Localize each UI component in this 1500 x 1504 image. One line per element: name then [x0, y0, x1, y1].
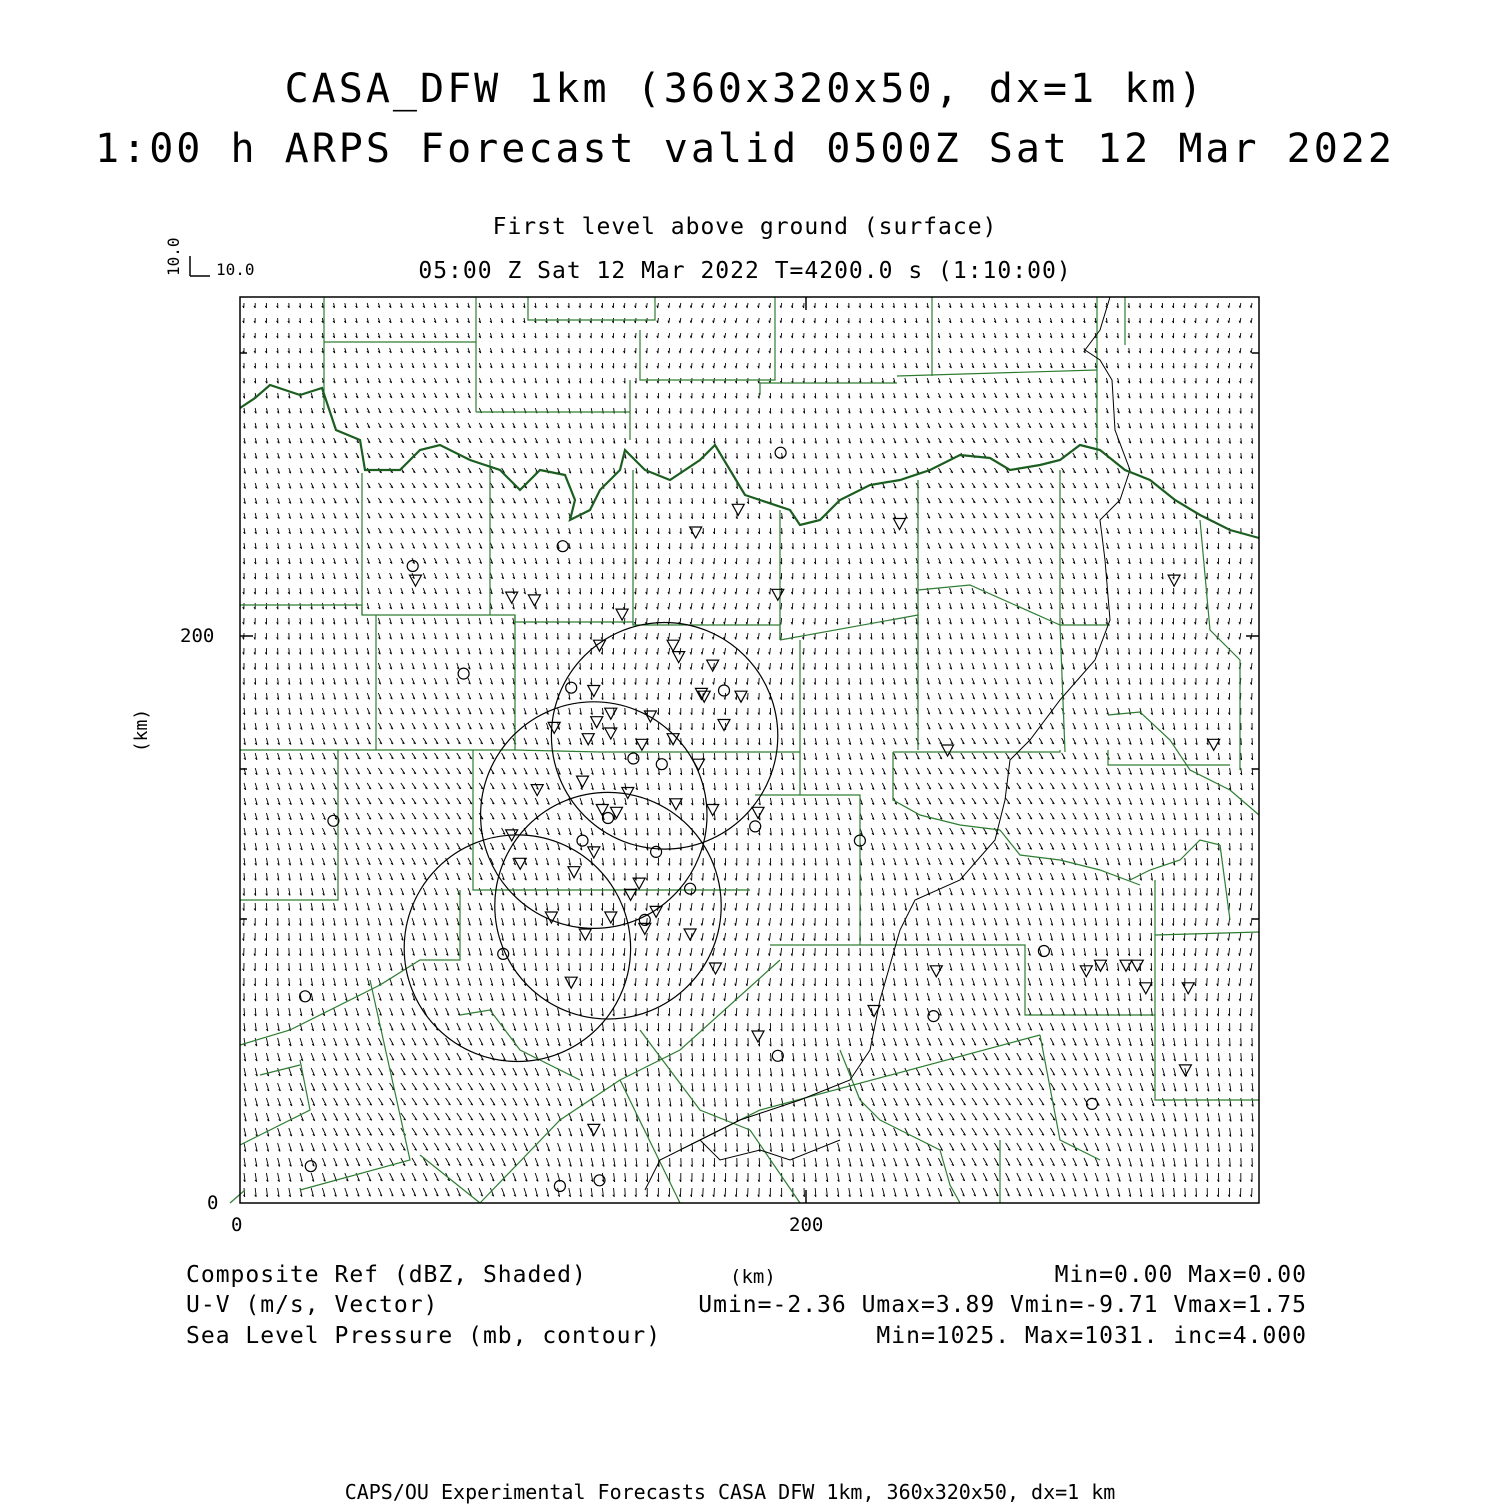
station-triangle [752, 807, 764, 818]
county-line [260, 1065, 300, 1075]
county-line [640, 297, 775, 380]
county-line [240, 750, 338, 900]
station-circle [458, 668, 469, 679]
county-line [897, 370, 1097, 376]
station-triangle [707, 660, 719, 671]
station-circle [554, 1181, 565, 1192]
county-line [528, 297, 655, 320]
legend-field-2-stats: Umin=-2.36 Umax=3.89 Vmin=-9.71 Vmax=1.75 [698, 1292, 1307, 1318]
county-line [1040, 1035, 1100, 1160]
station-circle [750, 821, 761, 832]
station-triangle [1120, 960, 1132, 971]
station-triangle [611, 807, 623, 818]
station-triangle [633, 878, 645, 889]
county-line [1000, 830, 1140, 885]
station-triangle [710, 963, 722, 974]
station-triangle [588, 686, 600, 697]
vector-reference-x-label: 10.0 [216, 260, 255, 279]
station-triangle [605, 912, 617, 923]
x-tick-200: 200 [789, 1214, 824, 1236]
county-line [240, 890, 460, 1045]
station-circle [566, 682, 577, 693]
county-line [893, 750, 1060, 752]
title-line-2: 1:00 h ARPS Forecast valid 0500Z Sat 12 Mar 2022 [95, 126, 1395, 172]
station-triangle [1208, 739, 1220, 750]
station-circle [328, 815, 339, 826]
radar-range-ring [495, 792, 721, 1019]
station-circle [928, 1011, 939, 1022]
x-tick-0: 0 [231, 1214, 243, 1236]
red-river-border [240, 385, 1259, 538]
river [645, 297, 1130, 1190]
county-line [640, 1030, 750, 1130]
county-line [1108, 750, 1230, 765]
station-circle [305, 1161, 316, 1172]
station-triangle [625, 889, 637, 900]
station-triangle [894, 519, 906, 530]
legend-field-3: Sea Level Pressure (mb, contour) [186, 1323, 662, 1349]
station-triangle [577, 776, 589, 787]
county-line [1155, 880, 1259, 1100]
county-line [1130, 840, 1220, 880]
y-axis-label: (km) [131, 708, 153, 753]
station-triangle [752, 1031, 764, 1042]
level-label: First level above ground (surface) [492, 214, 998, 240]
station-triangle [930, 966, 942, 977]
county-line [300, 980, 410, 1190]
station-triangle [670, 799, 682, 810]
county-line [750, 1130, 800, 1203]
station-circle [1087, 1098, 1098, 1109]
station-triangle [942, 745, 954, 756]
station-triangle [732, 504, 744, 515]
y-tick-200: 200 [180, 625, 215, 647]
valid-time-label: 05:00 Z Sat 12 Mar 2022 T=4200.0 s (1:10:00) [418, 258, 1072, 284]
station-triangle [591, 717, 603, 728]
station-triangle [667, 640, 679, 651]
county-line [1220, 845, 1230, 920]
vector-reference-y-label: 10.0 [164, 237, 183, 276]
station-circle [775, 447, 786, 458]
station-triangle [1131, 960, 1143, 971]
radar-range-ring [551, 623, 777, 850]
station-triangle [1080, 966, 1092, 977]
station-triangle [588, 1124, 600, 1135]
county-line [230, 1190, 245, 1203]
legend-field-3-stats: Min=1025. Max=1031. inc=4.000 [876, 1323, 1307, 1349]
county-line [620, 1080, 680, 1203]
station-triangle [605, 708, 617, 719]
county-line [240, 1060, 310, 1145]
station-triangle [588, 847, 600, 858]
station-triangle [772, 589, 784, 600]
county-line [1060, 625, 1065, 752]
y-tick-0: 0 [207, 1192, 219, 1214]
station-circle [651, 846, 662, 857]
station-triangle [707, 805, 719, 816]
station-triangle [410, 575, 422, 586]
station-triangle [506, 592, 518, 603]
station-circle [719, 685, 730, 696]
footer-credit: CAPS/OU Experimental Forecasts CASA DFW 1km, 360x320x50, dx=1 km [344, 1480, 1116, 1504]
station-circle [300, 991, 311, 1002]
legend-field-1: Composite Ref (dBZ, Shaded) [186, 1262, 587, 1288]
station-circle [656, 759, 667, 770]
county-line [240, 750, 800, 752]
station-triangle [718, 720, 730, 731]
county-line [460, 1010, 580, 1080]
station-triangle [636, 739, 648, 750]
station-triangle [579, 929, 591, 940]
station-triangle [565, 977, 577, 988]
station-triangle [528, 595, 540, 606]
river-lines [645, 297, 1130, 1190]
state-border [240, 385, 1259, 538]
x-axis-label: (km) [730, 1266, 776, 1288]
station-circle [685, 883, 696, 894]
station-triangle [1140, 983, 1152, 994]
county-line [893, 752, 1000, 830]
station-circle [577, 835, 588, 846]
station-triangle [616, 609, 628, 620]
county-line [240, 605, 780, 640]
legend-field-2: U-V (m/s, Vector) [186, 1292, 439, 1318]
county-boundaries [230, 297, 1259, 1203]
station-triangle [693, 759, 705, 770]
station-triangle [673, 652, 685, 663]
county-line [760, 383, 897, 395]
title-line-1: CASA_DFW 1km (360x320x50, dx=1 km) [284, 66, 1206, 112]
radar-range-ring [404, 835, 630, 1062]
legend-field-1-stats: Min=0.00 Max=0.00 [1054, 1262, 1307, 1288]
